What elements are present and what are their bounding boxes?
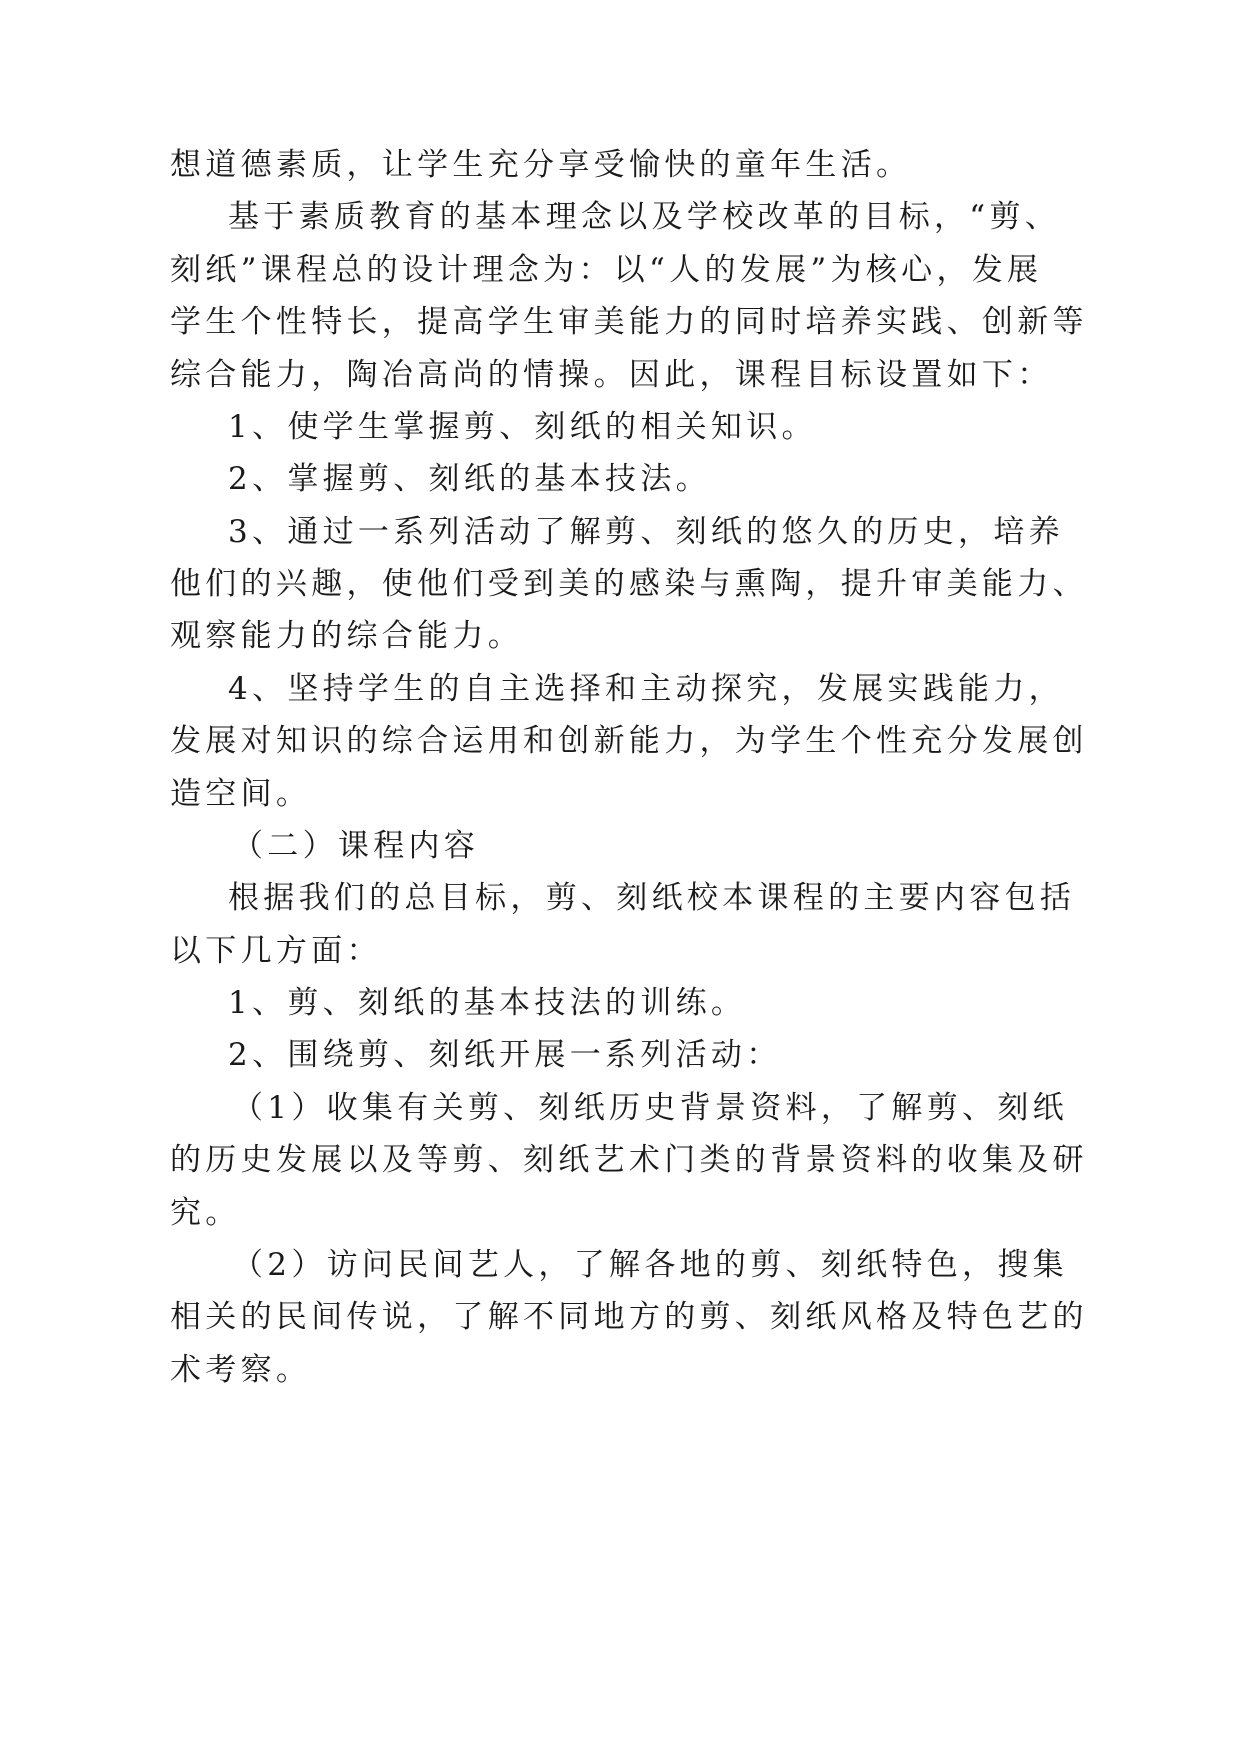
text-line-9: 他们的兴趣，使他们受到美的感染与熏陶，提升审美能力、	[170, 566, 1088, 602]
text-line-11: 4、坚持学生的自主选择和主动探究，发展实践能力，	[228, 671, 1064, 707]
text-line-24: 术考察。	[170, 1352, 312, 1388]
text-line-1: 想道德素质，让学生充分享受愉快的童年生活。	[170, 147, 912, 183]
text-line-15: 根据我们的总目标，剪、刻纸校本课程的主要内容包括	[228, 880, 1076, 916]
text-line-16: 以下几方面：	[170, 933, 382, 969]
section-heading: （二）课程内容	[232, 828, 480, 864]
text-line-10: 观察能力的综合能力。	[170, 618, 523, 654]
text-line-3: 刻纸”课程总的设计理念为：以“人的发展”为核心，发展	[170, 252, 1043, 288]
text-line-2: 基于素质教育的基本理念以及学校改革的目标，“剪、	[228, 199, 1061, 235]
text-line-22: （2）访问民间艺人，了解各地的剪、刻纸特色，搜集	[232, 1247, 1068, 1283]
text-line-4: 学生个性特长，提高学生审美能力的同时培养实践、创新等	[170, 304, 1088, 340]
text-line-17: 1、剪、刻纸的基本技法的训练。	[228, 985, 747, 1021]
text-line-8: 3、通过一系列活动了解剪、刻纸的悠久的历史，培养	[228, 514, 1064, 550]
text-line-21: 究。	[170, 1195, 241, 1231]
text-line-13: 造空间。	[170, 776, 312, 812]
text-line-5: 综合能力，陶冶高尚的情操。因此，课程目标设置如下：	[170, 357, 1053, 393]
text-line-18: 2、围绕剪、刻纸开展一系列活动：	[228, 1037, 782, 1073]
text-line-19: （1）收集有关剪、刻纸历史背景资料，了解剪、刻纸	[232, 1090, 1068, 1126]
text-line-7: 2、掌握剪、刻纸的基本技法。	[228, 461, 711, 497]
text-line-6: 1、使学生掌握剪、刻纸的相关知识。	[228, 409, 817, 445]
text-line-23: 相关的民间传说，了解不同地方的剪、刻纸风格及特色艺的	[170, 1299, 1088, 1335]
text-line-12: 发展对知识的综合运用和创新能力，为学生个性充分发展创	[170, 723, 1088, 759]
text-line-20: 的历史发展以及等剪、刻纸艺术门类的背景资料的收集及研	[170, 1142, 1088, 1178]
